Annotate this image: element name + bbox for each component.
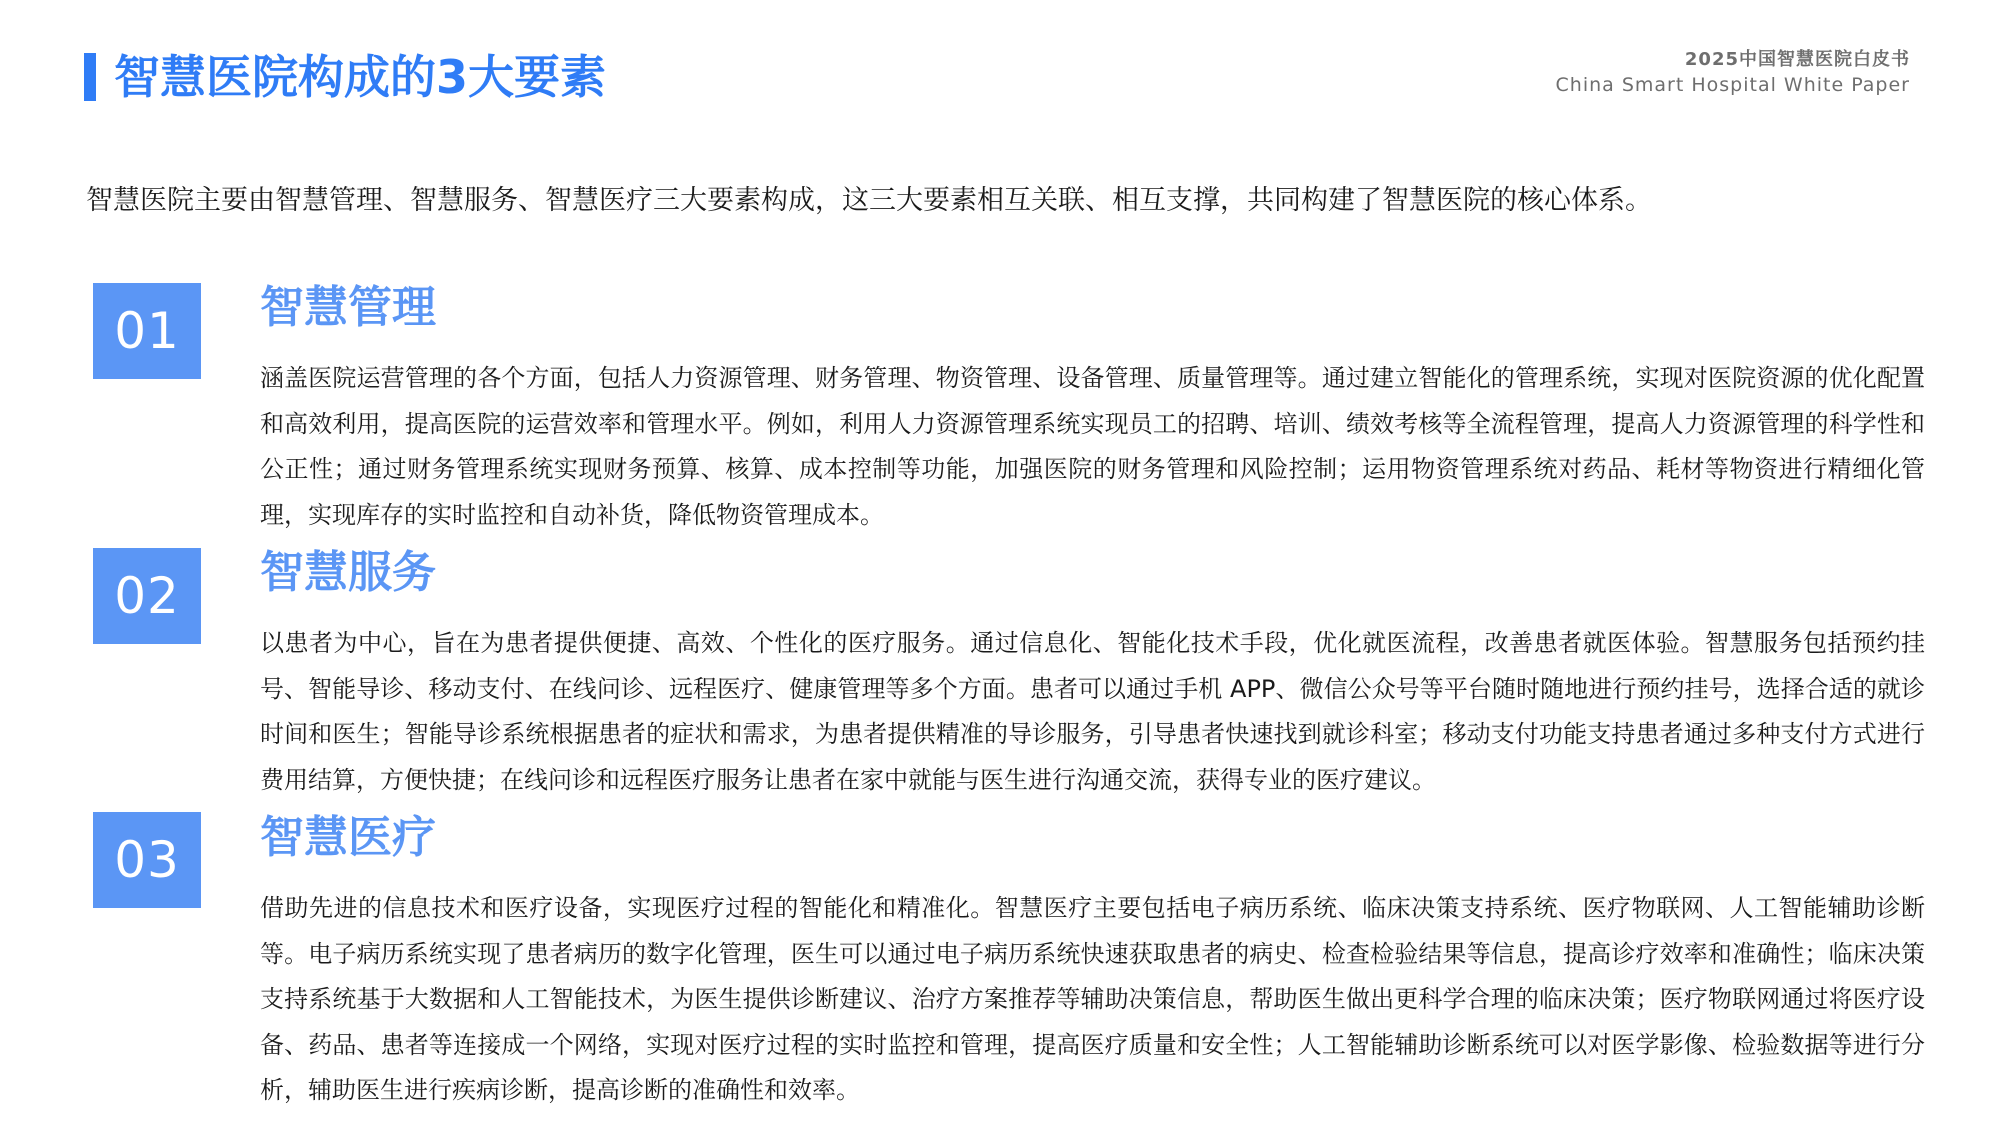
title-accent-bar bbox=[84, 53, 96, 101]
brand-title-en: China Smart Hospital White Paper bbox=[1555, 74, 1910, 96]
brand-title-cn: 2025中国智慧医院白皮书 bbox=[1684, 49, 1910, 70]
section-number-badge: 03 bbox=[93, 812, 201, 908]
section-title: 智慧服务 bbox=[260, 547, 436, 598]
section-title: 智慧医疗 bbox=[260, 812, 436, 863]
intro-paragraph: 智慧医院主要由智慧管理、智慧服务、智慧医疗三大要素构成，这三大要素相互关联、相互支撑，共同构建了智慧医院的核心体系。 bbox=[86, 185, 1652, 216]
section-title: 智慧管理 bbox=[260, 282, 436, 333]
section-number-badge: 02 bbox=[93, 548, 201, 644]
brand-block bbox=[1556, 48, 1910, 98]
section-body: 涵盖医院运营管理的各个方面，包括人力资源管理、财务管理、物资管理、设备管理、质量管理等。通过建立智能化的管理系统，实现对医院资源的优化配置和高效利用，提高医院的运营效率和管理水平。例如，利用人力资源管理系统实现员工的招聘、培训、绩效考核等全流程管理，提高人力资源管理的科学性和公正性；通过财务管理系统实现财务预算、核算、成本控制等功能，加强医院的财务管理和风险控制；运用物资管理系统对药品、耗材等物资进行精细化管理，实现库存的实时监控和自动补货，降低物资管理成本。 bbox=[260, 364, 1925, 529]
section-body: 以患者为中心，旨在为患者提供便捷、高效、个性化的医疗服务。通过信息化、智能化技术手段，优化就医流程，改善患者就医体验。智慧服务包括预约挂号、智能导诊、移动支付、在线问诊、远程医疗、健康管理等多个方面。患者可以通过手机 APP、微信公众号等平台随时随地进行预约挂号，选择合适的就诊时间和医生；智能导诊系统根据患者的症状和需求，为患者提供精准的导诊服务，引导患者快速找到就诊科室；移动支付功能支持患者通过多种支付方式进行费用结算，方便快捷；在线问诊和远程医疗服务让患者在家中就能与医生进行沟通交流，获得专业的医疗建议。 bbox=[260, 629, 1925, 794]
section-body: 借助先进的信息技术和医疗设备，实现医疗过程的智能化和精准化。智慧医疗主要包括电子病历系统、临床决策支持系统、医疗物联网、人工智能辅助诊断等。电子病历系统实现了患者病历的数字化管理，医生可以通过电子病历系统快速获取患者的病史、检查检验结果等信息，提高诊疗效率和准确性；临床决策支持系统基于大数据和人工智能技术，为医生提供诊断建议、治疗方案推荐等辅助决策信息，帮助医生做出更科学合理的临床决策；医疗物联网通过将医疗设备、药品、患者等连接成一个网络，实现对医疗过程的实时监控和管理，提高医疗质量和安全性；人工智能辅助诊断系统可以对医学影像、检验数据等进行分析，辅助医生进行疾病诊断，提高诊断的准确性和效率。 bbox=[260, 894, 1925, 1104]
page-title: 智慧医院构成的3大要素 bbox=[114, 50, 607, 104]
section-number-badge: 01 bbox=[93, 283, 201, 379]
